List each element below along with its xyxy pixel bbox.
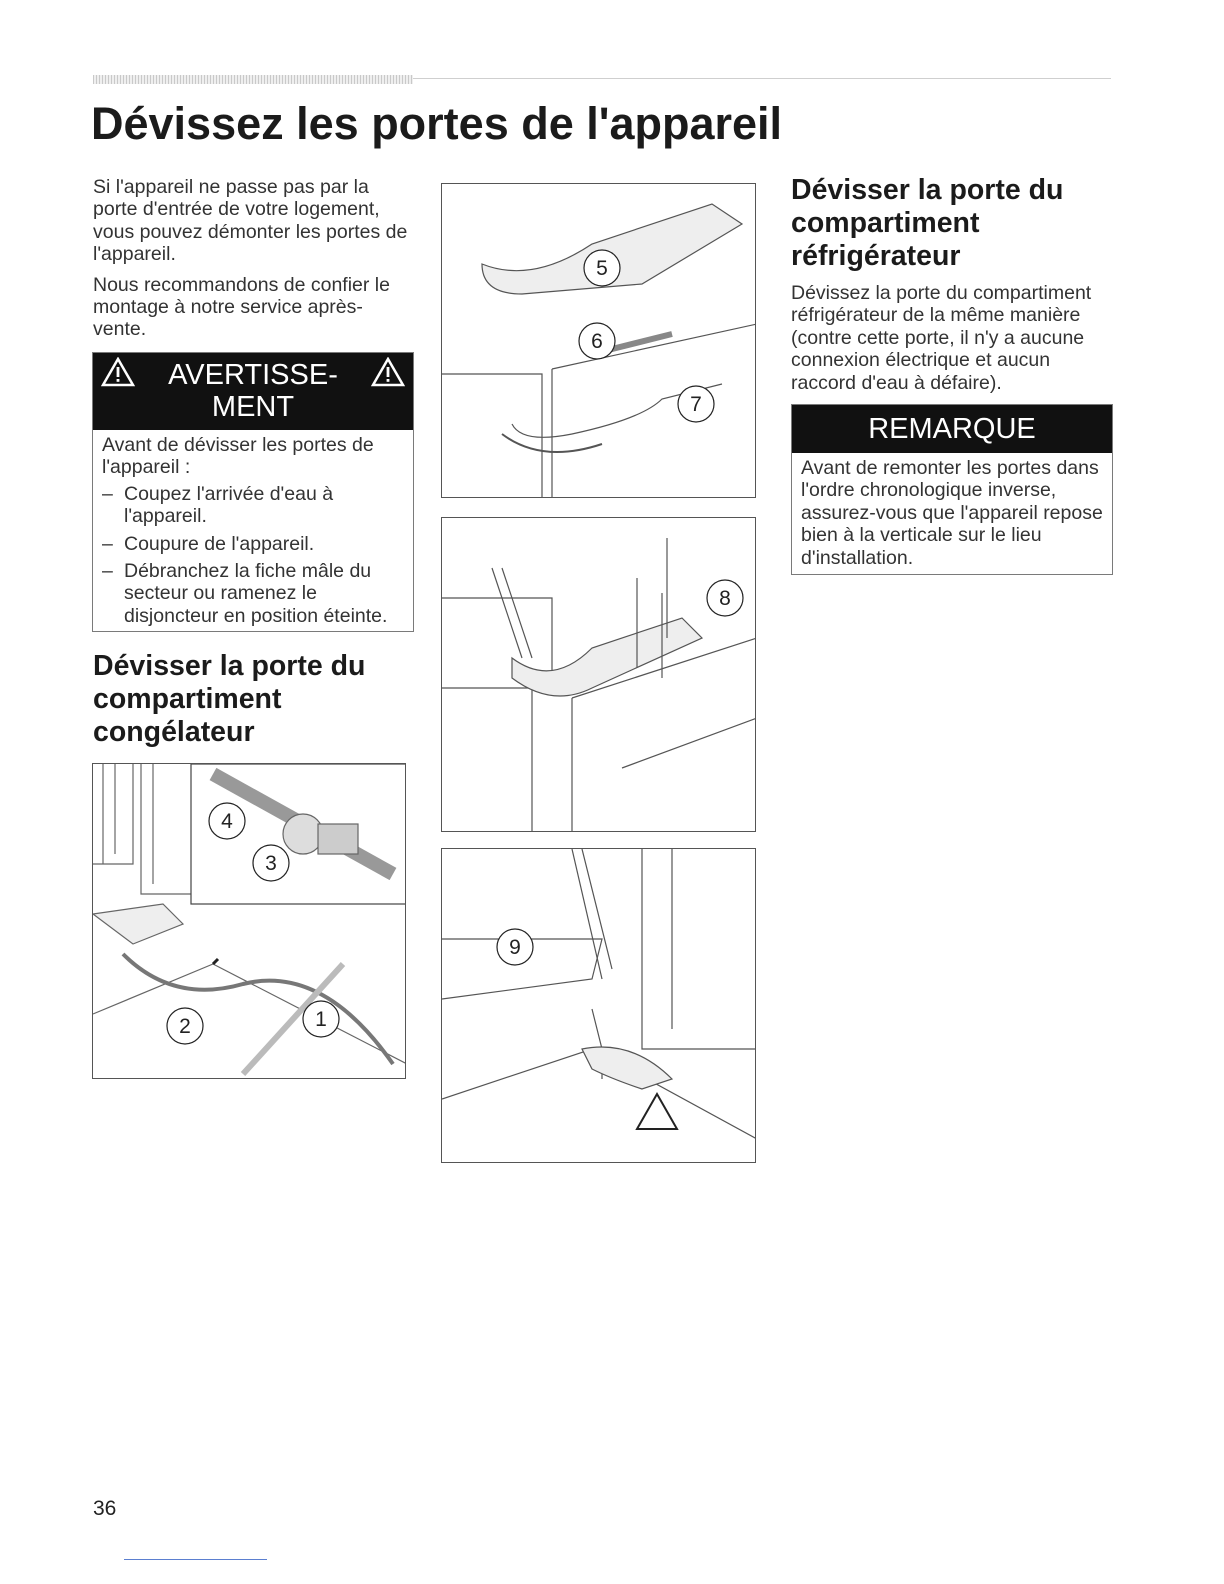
warning-title-line2: MENT — [211, 391, 295, 423]
step-8-label: 8 — [719, 587, 731, 610]
hinge-screws-figure — [441, 517, 756, 832]
top-hinge-figure — [441, 183, 756, 498]
note-box — [791, 404, 1113, 575]
step-6-label: 6 — [591, 330, 603, 353]
warning-header — [93, 353, 413, 430]
lift-door-figure — [441, 848, 756, 1163]
warning-list — [102, 483, 405, 627]
intro-text — [93, 176, 411, 349]
step-4-label: 4 — [221, 810, 233, 833]
warning-triangle-icon — [637, 1094, 677, 1129]
step-7-label: 7 — [690, 393, 702, 416]
warning-item: – Coupure de l'appareil. — [102, 533, 405, 555]
page-title: Dévissez les portes de l'appareil — [91, 98, 783, 149]
top-hinge-illustration — [442, 184, 756, 498]
fridge-heading: Dévisser la porte du compartiment réfrigérateur — [791, 174, 1064, 272]
warning-title-line1: AVERTISSE- — [168, 359, 338, 391]
warning-body — [93, 430, 413, 627]
freezer-heading: Dévisser la porte du compartiment congélateur — [93, 650, 366, 748]
warning-item: – Coupez l'arrivée d'eau à l'appareil. — [102, 483, 405, 528]
freezer-hinge-illustration — [93, 764, 406, 1079]
warning-triangle-icon — [101, 357, 135, 387]
hinge-screws-illustration — [442, 518, 756, 832]
freezer-door-figure — [92, 763, 406, 1079]
step-5-label: 5 — [596, 257, 608, 280]
step-9-label: 9 — [509, 936, 521, 959]
note-title: REMARQUE — [792, 405, 1112, 453]
note-text: Avant de remonter les portes dans l'ordre chronologique inverse, assurez-vous que l'appareil repose bien à la verticale sur le lieu d'installation. — [801, 457, 1103, 569]
header-shaded-bar — [93, 75, 413, 84]
warning-triangle-icon — [371, 357, 405, 387]
footer-line — [124, 1559, 267, 1560]
intro-paragraph: Si l'appareil ne passe pas par la porte d'entrée de votre logement, vous pouvez démonter les portes de l'appareil. — [93, 176, 408, 266]
fridge-text: Dévissez la porte du compartiment réfrigérateur de la même manière (contre cette porte, il n'y a aucune connexion électrique et aucun raccord d'eau à défaire). — [791, 282, 1092, 394]
step-3-label: 3 — [265, 852, 277, 875]
step-2-label: 2 — [179, 1015, 191, 1038]
page-number: 36 — [93, 1497, 117, 1520]
lift-door-illustration — [442, 849, 756, 1163]
warning-box — [92, 352, 414, 632]
step-1-label: 1 — [315, 1008, 327, 1031]
intro-paragraph: Nous recommandons de confier le montage à notre service après-vente. — [93, 273, 390, 341]
warning-item: – Débranchez la fiche mâle du secteur ou ramenez le disjoncteur en position éteinte. — [102, 560, 405, 627]
warning-lead: Avant de dévisser les portes de l'appareil : — [102, 434, 374, 479]
